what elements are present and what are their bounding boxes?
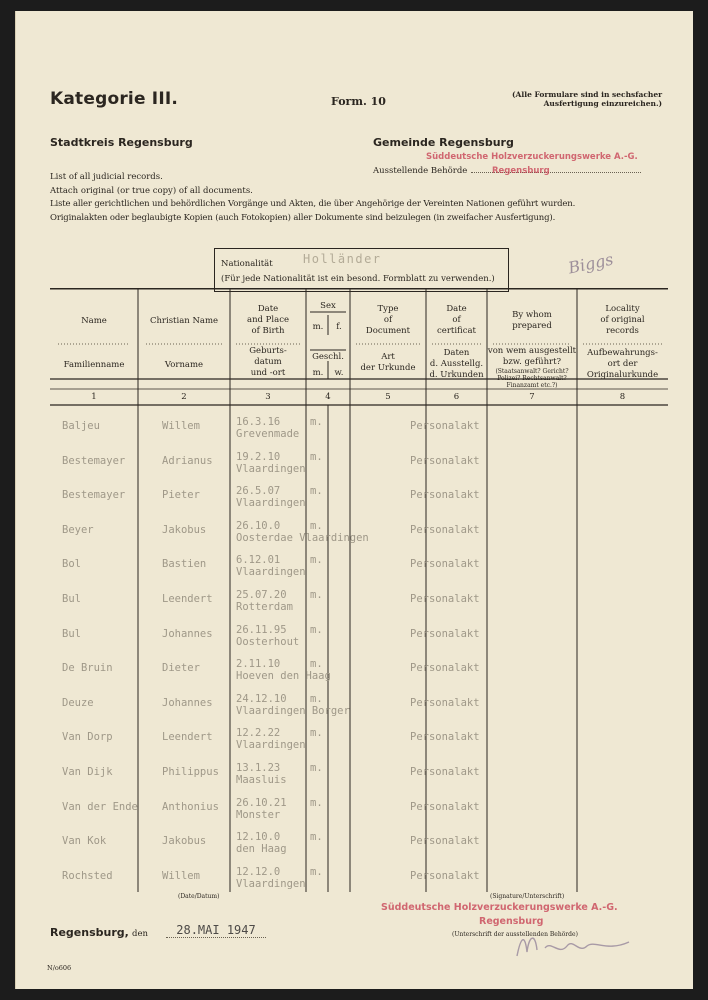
header-line: Date: [257, 304, 279, 314]
header-line: Art: [381, 352, 395, 362]
signature-caption: (Signature/Unterschrift): [490, 893, 565, 900]
header-line-small: Finanzamt etc.?): [506, 382, 558, 389]
row-birth-place: Rotterdam: [236, 601, 293, 613]
row-sex: m.: [310, 554, 323, 567]
row-name: Bol: [62, 558, 81, 571]
col-8-header-de: [577, 348, 668, 381]
row-document-type: Personalakt: [410, 869, 480, 882]
header-line: bzw. geführt?: [502, 357, 562, 367]
row-birth-date: 12.10.0: [236, 831, 281, 844]
row-vorname: Adrianus: [162, 454, 213, 467]
row-birth-date: 26.10.21: [236, 796, 287, 809]
row-sex: m.: [310, 692, 323, 705]
col-3-header-en: [230, 304, 306, 337]
col-7-header-de: [487, 346, 577, 389]
header-line: of: [383, 315, 393, 325]
row-birth-place: Vlaardingen: [236, 877, 306, 890]
col-3-header-de: [230, 346, 306, 379]
company-stamp-top-city: Regensburg: [492, 166, 550, 176]
row-vorname: Leendert: [162, 593, 213, 605]
row-birth-date: 25.07.20: [236, 589, 287, 601]
row-name: Beyer: [62, 523, 94, 536]
header-line: of original: [600, 315, 645, 325]
signing-date: 28.MAI 1947: [166, 923, 266, 938]
row-birth-date: 13.1.23: [236, 762, 281, 774]
header-line: und -ort: [250, 368, 286, 378]
nationality-value: Holländer: [303, 252, 382, 266]
company-stamp-bottom: Süddeutsche Holzverzuckerungswerke A.-G.: [381, 902, 618, 913]
row-name: Bestemayer: [62, 454, 126, 467]
row-name: Van der Ende: [62, 800, 138, 813]
col-6-number: 6: [453, 392, 460, 402]
col-2-number: 2: [181, 392, 187, 402]
header-line: Type: [377, 304, 399, 314]
col-2-header-en: Christian Name: [149, 316, 219, 326]
row-birth-place: Vlaardingen: [236, 497, 306, 510]
row-name: Baljeu: [62, 420, 100, 432]
col-1-number: 1: [91, 392, 97, 402]
row-sex: m.: [310, 831, 323, 844]
row-sex: m.: [310, 416, 323, 428]
copies-instruction: [512, 90, 662, 108]
row-document-type: Personalakt: [410, 454, 480, 467]
nationality-label: Nationalität: [221, 259, 273, 269]
col-4-header-en: Sex: [320, 301, 336, 311]
form-sheet: [15, 11, 693, 989]
row-document-type: Personalakt: [410, 627, 480, 640]
row-vorname: Johannes: [162, 627, 213, 640]
row-name: Van Kok: [62, 835, 107, 848]
row-birth-place: Vlaardingen: [236, 462, 306, 475]
authority-caption: (Unterschrift der ausstellenden Behörde): [452, 931, 578, 938]
header-line: datum: [254, 357, 282, 367]
row-document-type: Personalakt: [410, 731, 480, 744]
instruction-line: Ausfertigung einzureichen.): [543, 99, 663, 108]
row-name: Deuze: [62, 696, 94, 709]
header-line: Geburts-: [249, 346, 287, 356]
header-line: certificat: [437, 326, 476, 336]
row-sex: m.: [310, 623, 323, 636]
form-category-title: Kategorie III.: [50, 89, 179, 109]
row-birth-date: 19.2.10: [236, 450, 281, 463]
header-line: Document: [365, 326, 411, 336]
row-document-type: Personalakt: [410, 800, 480, 813]
row-vorname: Willem: [162, 420, 200, 432]
row-sex: m.: [310, 762, 323, 774]
header-line: d. Ausstellg.: [429, 359, 484, 369]
col-8-number: 8: [619, 392, 626, 402]
issuing-authority-label: Ausstellende Behörde: [373, 166, 468, 176]
header-line: Date: [446, 304, 467, 314]
row-document-type: Personalakt: [410, 696, 480, 709]
row-name: Bestemayer: [62, 489, 126, 502]
nationality-note: (Für jede Nationalität ist ein besond. Formblatt zu verwenden.): [221, 274, 495, 284]
row-sex: m.: [310, 485, 323, 498]
row-vorname: Leendert: [162, 731, 213, 744]
row-name: Bul: [62, 593, 81, 605]
col-5-number: 5: [385, 392, 391, 402]
row-name: Rochsted: [62, 869, 113, 882]
row-birth-place: Vlaardingen: [236, 566, 306, 579]
header-line: of Birth: [251, 326, 285, 336]
header-line-small: Polizei? Rechtsanwalt?: [497, 375, 567, 382]
row-vorname: Jakobus: [162, 523, 207, 536]
form-code: N/o606: [47, 964, 72, 972]
header-line: and Place: [247, 315, 289, 325]
row-document-type: Personalakt: [410, 420, 480, 432]
col-7-number: 7: [529, 392, 535, 402]
intro-line: List of all judicial records.: [50, 172, 163, 182]
row-name: Bul: [62, 627, 81, 640]
col-4-header-de: Geschl.: [312, 352, 344, 362]
row-birth-date: 2.11.10: [236, 658, 281, 671]
intro-line: Liste aller gerichtlichen und behördlichen Vorgänge und Akten, die über Angehörige der Vereinten Nationen geführt wurden.: [50, 199, 576, 209]
header-line: Aufbewahrungs-: [587, 348, 658, 358]
row-vorname: Dieter: [162, 662, 200, 675]
intro-line: Originalakten oder beglaubigte Kopien (auch Fotokopien) aller Dokumente sind beizulegen (in zweifacher Ausfertigung).: [50, 212, 556, 223]
row-document-type: Personalakt: [410, 835, 480, 848]
row-vorname: Bastien: [162, 558, 207, 571]
col-5-header-de: [350, 352, 426, 374]
row-vorname: Anthonius: [162, 800, 219, 813]
row-birth-date: 24.12.10: [236, 692, 287, 705]
handwritten-signature: [511, 926, 641, 966]
row-birth-date: 6.12.01: [236, 554, 281, 567]
row-birth-date: 16.3.16: [236, 416, 281, 428]
row-vorname: Willem: [162, 869, 200, 882]
row-name: Van Dorp: [62, 731, 113, 744]
header-line: Daten: [443, 348, 470, 358]
nationality-box: [214, 248, 509, 292]
col-4-number: 4: [325, 392, 331, 402]
col-8-header-en: [577, 304, 668, 337]
row-birth-place: Grevenmade: [236, 428, 300, 440]
header-line: records: [606, 326, 639, 336]
row-vorname: Johannes: [162, 696, 213, 709]
col-6-header-de: [426, 348, 487, 381]
col-4-male-de: m.: [312, 368, 324, 378]
row-sex: m.: [310, 727, 323, 740]
row-document-type: Personalakt: [410, 593, 480, 605]
row-document-type: Personalakt: [410, 662, 480, 675]
header-line: By whom: [512, 310, 552, 320]
row-sex: m.: [310, 796, 323, 809]
col-7-header-en: [487, 310, 577, 332]
row-birth-place: Maasluis: [236, 774, 287, 786]
row-sex: m.: [310, 450, 323, 463]
den-label: den: [132, 929, 148, 939]
place-label: Regensburg,: [50, 926, 129, 939]
row-sex: m.: [310, 865, 323, 878]
company-stamp-bottom-city: Regensburg: [479, 916, 544, 927]
row-document-type: Personalakt: [410, 523, 480, 536]
form-number: Form. 10: [331, 95, 386, 108]
row-birth-date: 26.5.07: [236, 485, 281, 498]
row-birth-place: Vlaardingen: [236, 739, 306, 752]
row-birth-date: 12.12.0: [236, 865, 281, 878]
row-sex: m.: [310, 658, 323, 671]
row-birth-date: 26.11.95: [236, 623, 287, 636]
row-vorname: Jakobus: [162, 835, 207, 848]
row-vorname: Pieter: [162, 489, 200, 502]
row-name: Van Dijk: [62, 766, 113, 778]
header-line: von wem ausgestellt: [487, 346, 577, 356]
row-birth-place: den Haag: [236, 843, 287, 856]
col-3-number: 3: [265, 392, 271, 402]
stadtkreis-label: Stadtkreis Regensburg: [50, 136, 193, 149]
row-sex: m.: [310, 519, 323, 532]
gemeinde-label: Gemeinde Regensburg: [373, 136, 514, 149]
row-birth-place: Oosterhout: [236, 635, 300, 648]
header-line: Originalurkunde: [586, 370, 659, 380]
signature-initials: Biggs: [566, 249, 616, 278]
row-sex: m.: [310, 589, 323, 601]
intro-line: Attach original (or true copy) of all documents.: [50, 185, 253, 196]
header-line-small: (Staatsanwalt? Gericht?: [495, 368, 569, 375]
intro-text: [50, 171, 575, 225]
row-birth-date: 12.2.22: [236, 727, 281, 740]
header-line: ort der: [607, 359, 638, 369]
row-document-type: Personalakt: [410, 558, 480, 571]
header-line: of: [452, 315, 461, 325]
col-4-female-en: f.: [336, 322, 342, 332]
row-name: De Bruin: [62, 662, 113, 675]
row-birth-place: Oosterdae Vlaardingen: [236, 531, 369, 544]
header-line: prepared: [512, 321, 552, 331]
row-birth-place: Monster: [236, 808, 281, 821]
header-line: Locality: [605, 304, 640, 314]
instruction-line: (Alle Formulare sind in sechsfacher: [512, 90, 663, 99]
col-4-female-de: w.: [334, 368, 344, 378]
row-birth-place: Vlaardingen Borger: [236, 704, 350, 717]
col-6-header-en: [426, 304, 487, 337]
col-1-header-en: Name: [81, 316, 107, 326]
row-birth-place: Hoeven den Haag: [236, 670, 331, 683]
row-document-type: Personalakt: [410, 766, 480, 778]
col-4-male-en: m.: [312, 322, 324, 332]
row-vorname: Philippus: [162, 766, 219, 778]
date-caption: (Date/Datum): [178, 893, 220, 900]
col-1-header-de: Familienname: [63, 360, 125, 370]
col-5-header-en: [350, 304, 426, 337]
header-line: d. Urkunden: [429, 370, 484, 380]
row-document-type: Personalakt: [410, 489, 480, 502]
header-line: der Urkunde: [360, 363, 416, 373]
records-table: [50, 288, 668, 892]
col-2-header-de: Vorname: [164, 360, 204, 370]
company-stamp-top: Süddeutsche Holzverzuckerungswerke A.-G.: [426, 152, 638, 162]
row-birth-date: 26.10.0: [236, 519, 281, 532]
